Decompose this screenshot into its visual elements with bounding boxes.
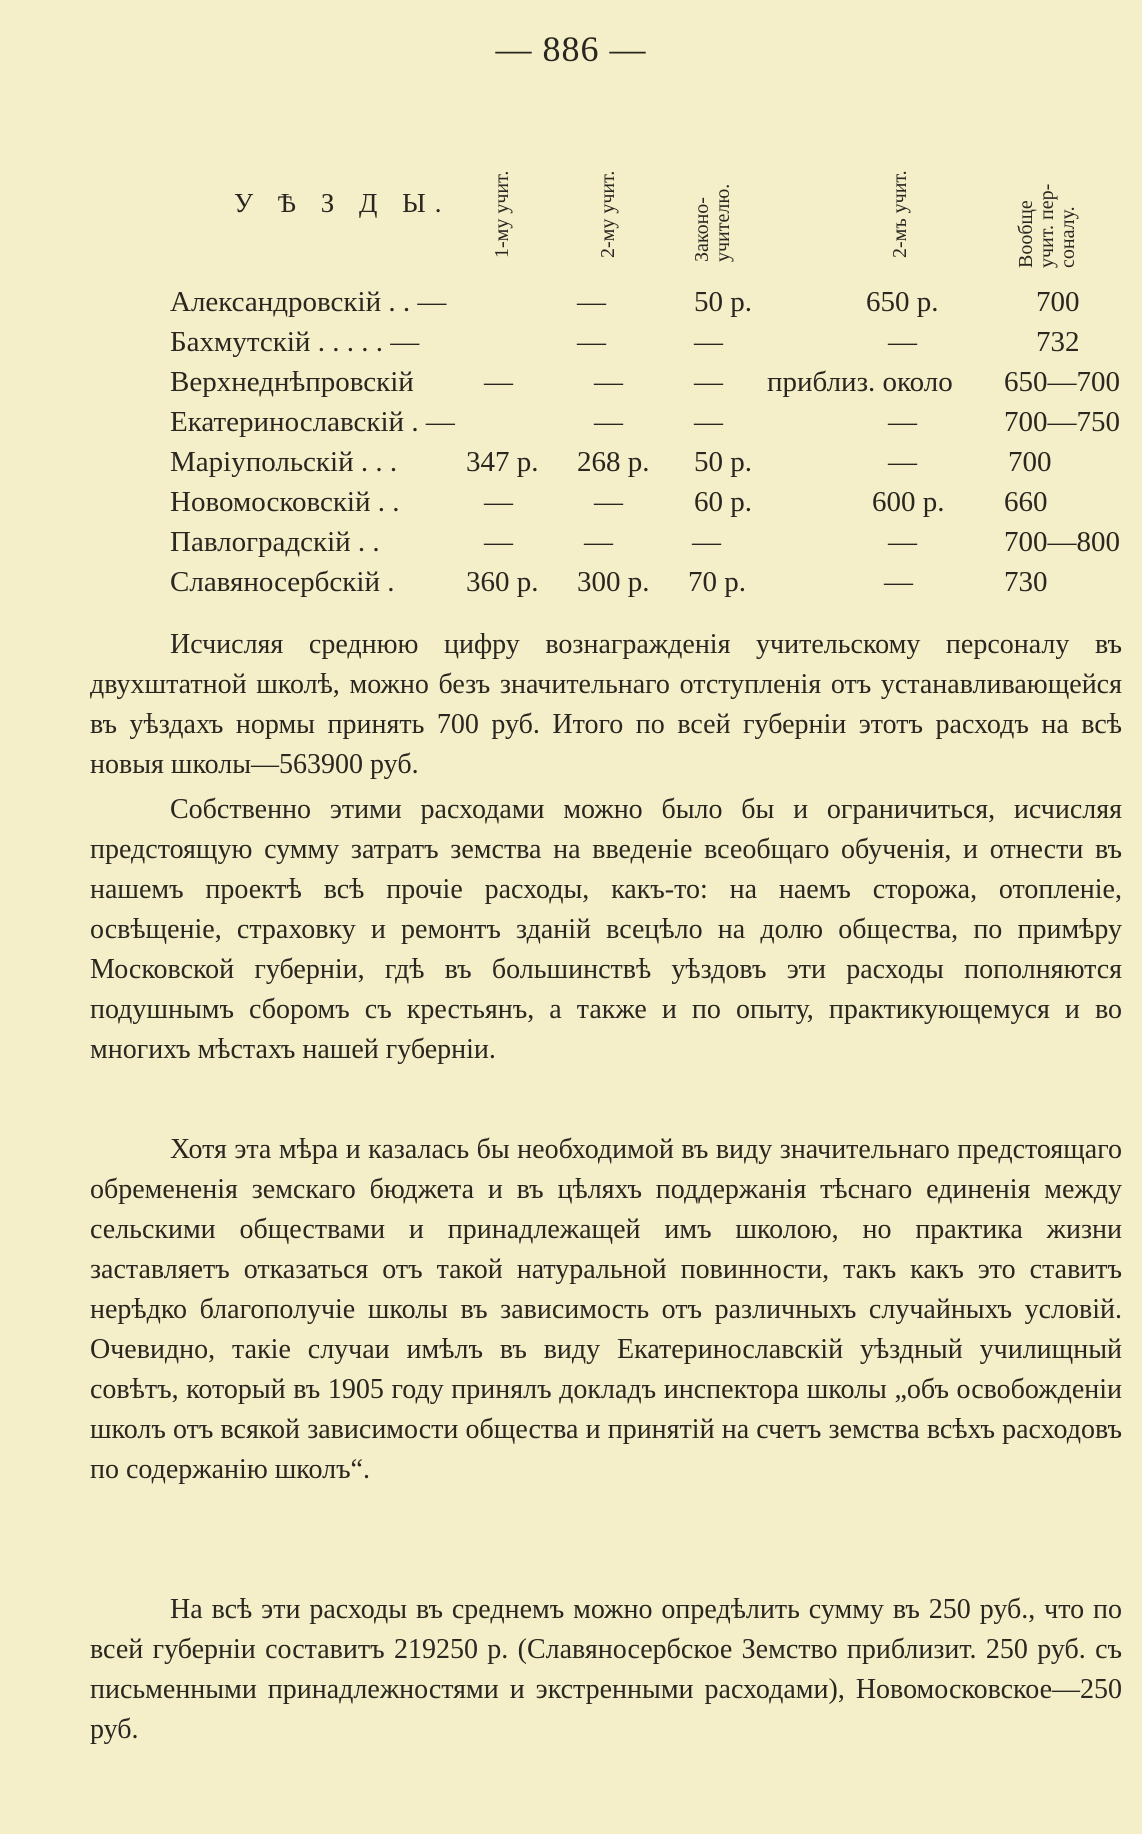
- cell-value: 268 р.: [577, 446, 650, 478]
- cell-value: 700—800: [1004, 526, 1120, 558]
- cell-value: 600 р.: [872, 486, 945, 518]
- cell-value: —: [484, 526, 513, 558]
- cell-value: —: [692, 526, 721, 558]
- cell-value: 347 р.: [466, 446, 539, 478]
- district-name: Екатеринославскій . —: [170, 406, 455, 438]
- cell-value: —: [484, 366, 513, 398]
- cell-value: 730: [1004, 566, 1048, 598]
- cell-value: —: [694, 326, 723, 358]
- cell-value: 50 р.: [694, 446, 752, 478]
- cell-value: 300 р.: [577, 566, 650, 598]
- col-header-2: 2-му учит.: [597, 170, 619, 258]
- cell-value: 60 р.: [694, 486, 752, 518]
- district-name: Верхнеднѣпровскій: [170, 366, 414, 398]
- cell-value: —: [888, 446, 917, 478]
- page-number: — 886 —: [495, 29, 647, 69]
- cell-value: 650—700: [1004, 366, 1120, 398]
- cell-value: —: [888, 406, 917, 438]
- district-name: Новомосковскій . .: [170, 486, 400, 518]
- district-name: Маріупольскій . . .: [170, 446, 398, 478]
- cell-value: 650 р.: [866, 286, 939, 318]
- cell-value: —: [884, 566, 913, 598]
- paragraph-3: Хотя эта мѣра и казалась бы необходимой въ виду значительнаго предстоящаго обремененія земскаго бюджета и въ цѣляхъ поддержанія тѣснаго единенія между сельскими обществами и принадлежащей имъ школою, но практика жизни заставляетъ отказаться отъ такой натуральной повинности, такъ какъ это ставитъ нерѣдко благополучіе школы въ зависимость отъ различныхъ случайныхъ условій. Очевидно, такіе случаи имѣлъ въ виду Екатеринославскій уѣздный училищный совѣтъ, который въ 1905 году принялъ докладъ инспектора школы „объ освобожденіи школъ отъ всякой зависимости общества и принятій на счетъ земства всѣхъ расходовъ по содержанію школъ“.: [90, 1134, 1122, 1485]
- cell-value: 732: [1036, 326, 1080, 358]
- cell-value: приблиз. около: [767, 366, 953, 398]
- table-row: [0, 406, 1142, 446]
- col-header-3: Законо- учителю.: [691, 183, 734, 262]
- cell-value: 700—750: [1004, 406, 1120, 438]
- col-header-4: 2-мъ учит.: [889, 170, 911, 258]
- district-name: Славяносербскій .: [170, 566, 395, 598]
- paragraph-1: Исчисляя среднюю цифру вознагражденія учительскому персоналу въ двухштатной школѣ, можно безъ значительнаго отступленія отъ устанавливающейся въ уѣздахъ нормы принять 700 руб. Итого по всей губерніи этотъ расходъ на всѣ новыя школы—563900 руб.: [90, 629, 1122, 780]
- table-row: [0, 486, 1142, 526]
- cell-value: 660: [1004, 486, 1048, 518]
- cell-value: —: [594, 366, 623, 398]
- table-row: [0, 446, 1142, 486]
- district-name: Александровскій . . —: [170, 286, 447, 318]
- cell-value: —: [594, 406, 623, 438]
- cell-value: —: [694, 366, 723, 398]
- district-name: Бахмутскій . . . . . —: [170, 326, 420, 358]
- paragraph-2: Собственно этими расходами можно было бы и ограничиться, исчисляя предстоящую сумму затратъ земства на введеніе всеобщаго обученія, и отнести въ нашемъ проектѣ всѣ прочіе расходы, какъ-то: на наемъ сторожа, отопленіе, освѣщеніе, страховку и ремонтъ зданій всецѣло на долю общества, по примѣру Московской губерніи, гдѣ въ большинствѣ уѣздовъ эти расходы пополняются подушнымъ сборомъ съ крестьянъ, а также и по опыту, практикующемуся и во многихъ мѣстахъ нашей губерніи.: [90, 794, 1122, 1065]
- table-title: У Ѣ З Д Ы.: [234, 188, 451, 218]
- cell-value: 70 р.: [688, 566, 746, 598]
- cell-value: —: [694, 406, 723, 438]
- cell-value: —: [594, 486, 623, 518]
- cell-value: 360 р.: [466, 566, 539, 598]
- salary-table: [0, 0, 1142, 600]
- cell-value: 50 р.: [694, 286, 752, 318]
- district-name: Павлоградскій . .: [170, 526, 380, 558]
- cell-value: —: [484, 486, 513, 518]
- cell-value: —: [888, 326, 917, 358]
- cell-value: —: [577, 326, 606, 358]
- table-row: [0, 286, 1142, 326]
- cell-value: 700: [1008, 446, 1052, 478]
- table-row: [0, 366, 1142, 406]
- paragraph-4: На всѣ эти расходы въ среднемъ можно опредѣлить сумму въ 250 руб., что по всей губерніи составитъ 219250 р. (Славяносербское Земство приблизит. 250 руб. съ письменными принадлежностями и экстренными расходами), Новомосковское—250 руб.: [90, 1594, 1122, 1745]
- table-row: [0, 326, 1142, 366]
- cell-value: —: [584, 526, 613, 558]
- cell-value: 700: [1036, 286, 1080, 318]
- table-row: [0, 566, 1142, 606]
- table-row: [0, 526, 1142, 566]
- col-header-1: 1-му учит.: [491, 170, 513, 258]
- cell-value: —: [577, 286, 606, 318]
- cell-value: —: [888, 526, 917, 558]
- col-header-5: Вообще учит. пер- соналу.: [1015, 183, 1079, 268]
